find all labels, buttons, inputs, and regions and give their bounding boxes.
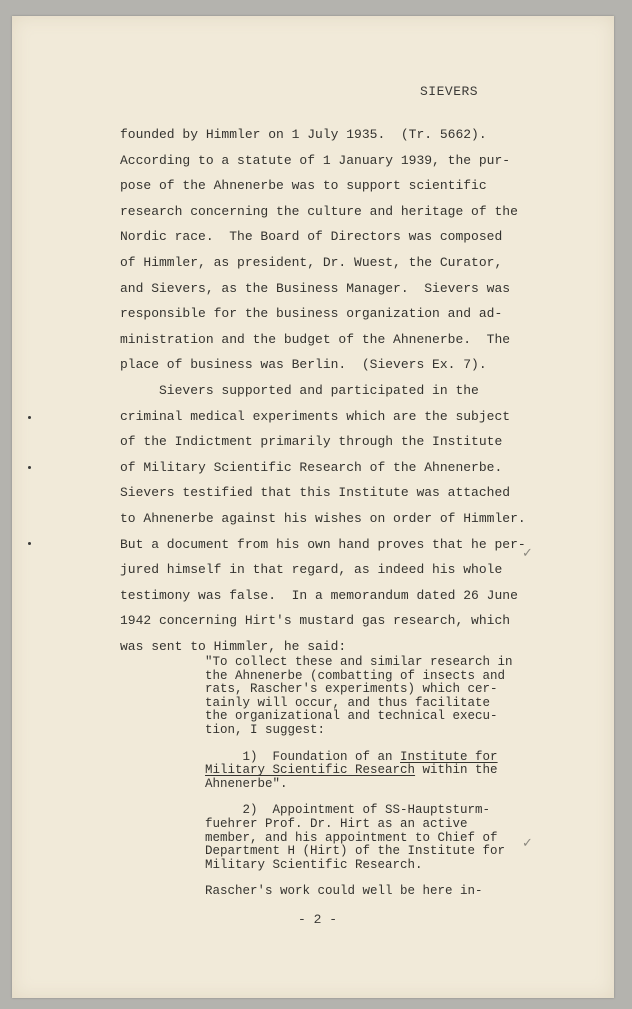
- page-header: SIEVERS: [420, 84, 479, 99]
- text-line: pose of the Ahnenerbe was to support scientific: [120, 178, 487, 194]
- page-number: - 2 -: [298, 912, 338, 927]
- quote-line: tainly will occur, and thus facilitate: [205, 695, 491, 710]
- text-line: and Sievers, as the Business Manager. Sievers was: [120, 280, 511, 296]
- text-line: place of business was Berlin. (Sievers Ex. 7).: [120, 357, 487, 373]
- margin-mark: [28, 542, 31, 545]
- quote-line: Department H (Hirt) of the Institute for: [205, 844, 506, 859]
- text-line: Sievers supported and participated in the: [120, 382, 479, 398]
- quote-line: 2) Appointment of SS-Hauptsturm-: [205, 803, 491, 818]
- text-line: ministration and the budget of the Ahnenerbe. The: [120, 331, 511, 347]
- quote-line: Ahnenerbe".: [205, 776, 288, 791]
- quote-line: rats, Rascher's experiments) which cer-: [205, 682, 498, 697]
- text-line: responsible for the business organization and ad-: [120, 306, 503, 322]
- body-text: [120, 122, 526, 659]
- text-line: research concerning the culture and heritage of the: [120, 203, 518, 219]
- quote-line-item-1: [205, 764, 515, 778]
- quote-line: tion, I suggest:: [205, 722, 326, 737]
- text-line: of the Indictment primarily through the Institute: [120, 434, 503, 450]
- quote-text: 1) Foundation of an: [205, 749, 401, 764]
- quote-line: the Ahnenerbe (combatting of insects and: [205, 668, 506, 683]
- text-line: of Himmler, as president, Dr. Wuest, the Curator,: [120, 254, 503, 270]
- text-line: Sievers testified that this Institute was attached: [120, 485, 511, 501]
- underlined-text: Military Scientific Research: [205, 763, 416, 778]
- quote-line: Rascher's work could well be here in-: [205, 884, 483, 899]
- text-line: of Military Scientific Research of the Ahnenerbe.: [120, 459, 503, 475]
- margin-mark: [28, 466, 31, 469]
- quote-line-item-1: [205, 751, 515, 765]
- quote-line: the organizational and technical execu-: [205, 709, 498, 724]
- quote-line: Military Scientific Research.: [205, 857, 423, 872]
- text-line: founded by Himmler on 1 July 1935. (Tr. 5662).: [120, 127, 487, 142]
- check-mark-icon: ✓: [522, 546, 533, 561]
- check-mark-icon: ✓: [522, 836, 533, 851]
- margin-mark: [28, 416, 31, 419]
- text-line: But a document from his own hand proves that he per-: [120, 536, 526, 552]
- text-line: jured himself in that regard, as indeed his whole: [120, 562, 503, 578]
- quote-line: member, and his appointment to Chief of: [205, 830, 498, 845]
- text-line: was sent to Himmler, he said:: [120, 638, 347, 654]
- text-line: According to a statute of 1 January 1939, the pur-: [120, 152, 511, 168]
- text-line: criminal medical experiments which are the subject: [120, 408, 511, 424]
- text-line: to Ahnenerbe against his wishes on order of Himmler.: [120, 510, 526, 526]
- underlined-text: Institute for: [400, 749, 498, 764]
- text-line: Nordic race. The Board of Directors was composed: [120, 229, 503, 245]
- quote-line: "To collect these and similar research in: [205, 655, 513, 669]
- text-line: testimony was false. In a memorandum dated 26 June: [120, 587, 518, 603]
- block-quote: [205, 656, 515, 899]
- quote-text: within the: [415, 763, 498, 778]
- text-line: 1942 concerning Hirt's mustard gas research, which: [120, 613, 511, 629]
- quote-line: fuehrer Prof. Dr. Hirt as an active: [205, 816, 468, 831]
